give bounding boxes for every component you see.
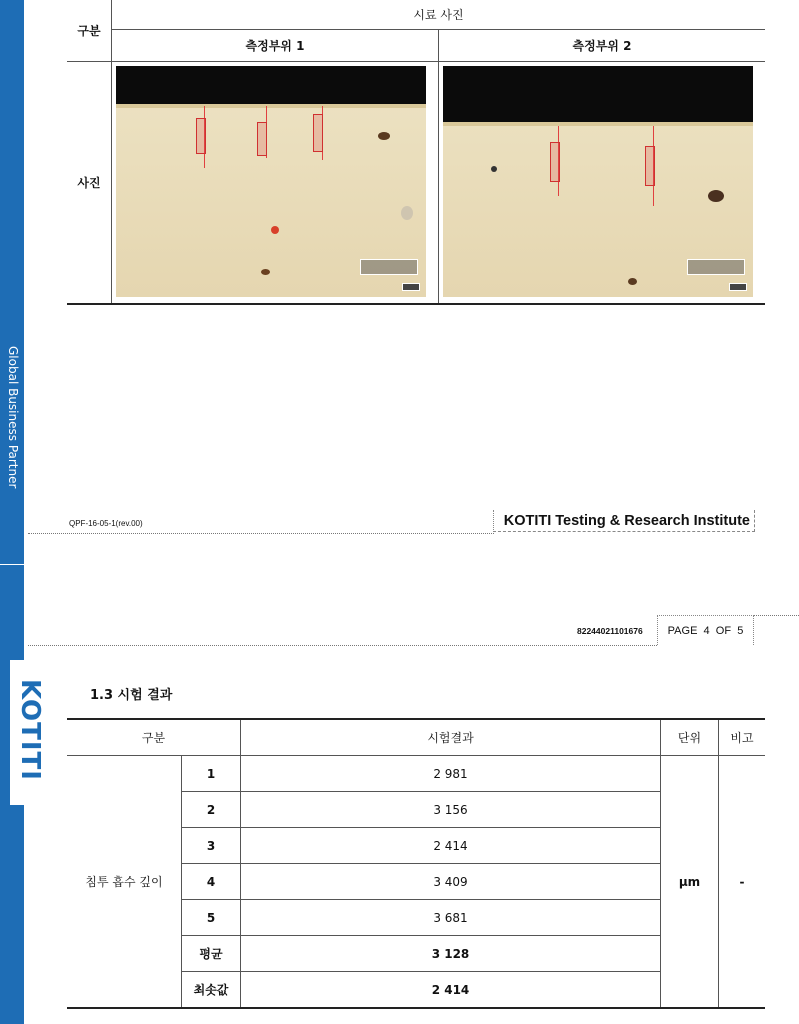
micrograph-site-1: [116, 66, 426, 297]
measurement-label: [550, 142, 560, 182]
form-code: QPF-16-05-1(rev.00): [69, 519, 143, 528]
particle: [491, 166, 497, 172]
kotiti-logo: KOTITI: [15, 679, 45, 781]
results-header-category: 구분: [67, 719, 241, 756]
scale-annotation: [360, 259, 418, 275]
micrograph-background: [443, 66, 753, 123]
photo-table-category-header: 구분: [67, 0, 111, 61]
results-row-label: 2: [182, 792, 241, 828]
results-average-value: 3 128: [241, 936, 661, 972]
page-total: 5: [737, 625, 744, 637]
results-unit: μm: [661, 756, 719, 1009]
brand-sidebar: [0, 0, 24, 1024]
results-row-value: 3 156: [241, 792, 661, 828]
scale-bar: [729, 283, 747, 291]
results-minimum-value: 2 414: [241, 972, 661, 1009]
results-item-name: 침투 흡수 깊이: [67, 756, 182, 1009]
results-minimum-label: 최솟값: [182, 972, 241, 1009]
measurement-label: [196, 118, 206, 154]
micrograph-site-2: [443, 66, 753, 297]
page-indicator: [657, 615, 754, 645]
photo-table-sample-photo-header: 시료 사진: [111, 0, 765, 29]
sample-surface: [443, 122, 753, 126]
page-label: PAGE: [667, 625, 698, 637]
photo-cell-site-2: [438, 61, 765, 304]
measurement-label: [313, 114, 323, 152]
report-number: 82244021101676: [577, 626, 643, 636]
results-row-value: 3 681: [241, 900, 661, 936]
photo-row-label: 사진: [67, 61, 111, 304]
measurement-label: [257, 122, 267, 156]
footer-rule: [28, 533, 494, 534]
particle: [708, 190, 724, 202]
scale-bar: [402, 283, 420, 291]
results-row-value: 2 981: [241, 756, 661, 792]
page-current: 4: [703, 625, 710, 637]
particle: [271, 226, 279, 234]
sample-surface: [116, 104, 426, 108]
scale-annotation: [687, 259, 745, 275]
test-results-table: [67, 718, 765, 1009]
results-row-label: 3: [182, 828, 241, 864]
sample-photo-table: [67, 0, 765, 305]
results-row-value: 2 414: [241, 828, 661, 864]
micrograph-background: [116, 66, 426, 105]
sidebar-tagline: Global Business Partner: [6, 346, 20, 489]
measurement-label: [645, 146, 655, 186]
results-row-label: 4: [182, 864, 241, 900]
results-row-value: 3 409: [241, 864, 661, 900]
header-rule: [28, 645, 657, 646]
photo-table-site-2-header: 측정부위 2: [438, 29, 765, 61]
results-header-remark: 비고: [719, 719, 766, 756]
results-remark: -: [719, 756, 766, 1009]
photo-table-site-1-header: 측정부위 1: [111, 29, 438, 61]
results-header-unit: 단위: [661, 719, 719, 756]
results-header-result: 시험결과: [241, 719, 661, 756]
sidebar-divider: [0, 564, 24, 565]
page-of: OF: [715, 625, 732, 637]
particle: [378, 132, 390, 140]
section-title: 1.3 시험 결과: [90, 688, 173, 703]
photo-cell-site-1: [111, 61, 438, 304]
results-row-label: 1: [182, 756, 241, 792]
particle: [401, 206, 413, 220]
results-average-label: 평균: [182, 936, 241, 972]
particle: [261, 269, 270, 275]
institute-name: KOTITI Testing & Research Institute: [493, 510, 755, 532]
particle: [628, 278, 637, 285]
header-rule-right: [754, 615, 799, 616]
logo-tab: [10, 660, 52, 805]
results-row-label: 5: [182, 900, 241, 936]
